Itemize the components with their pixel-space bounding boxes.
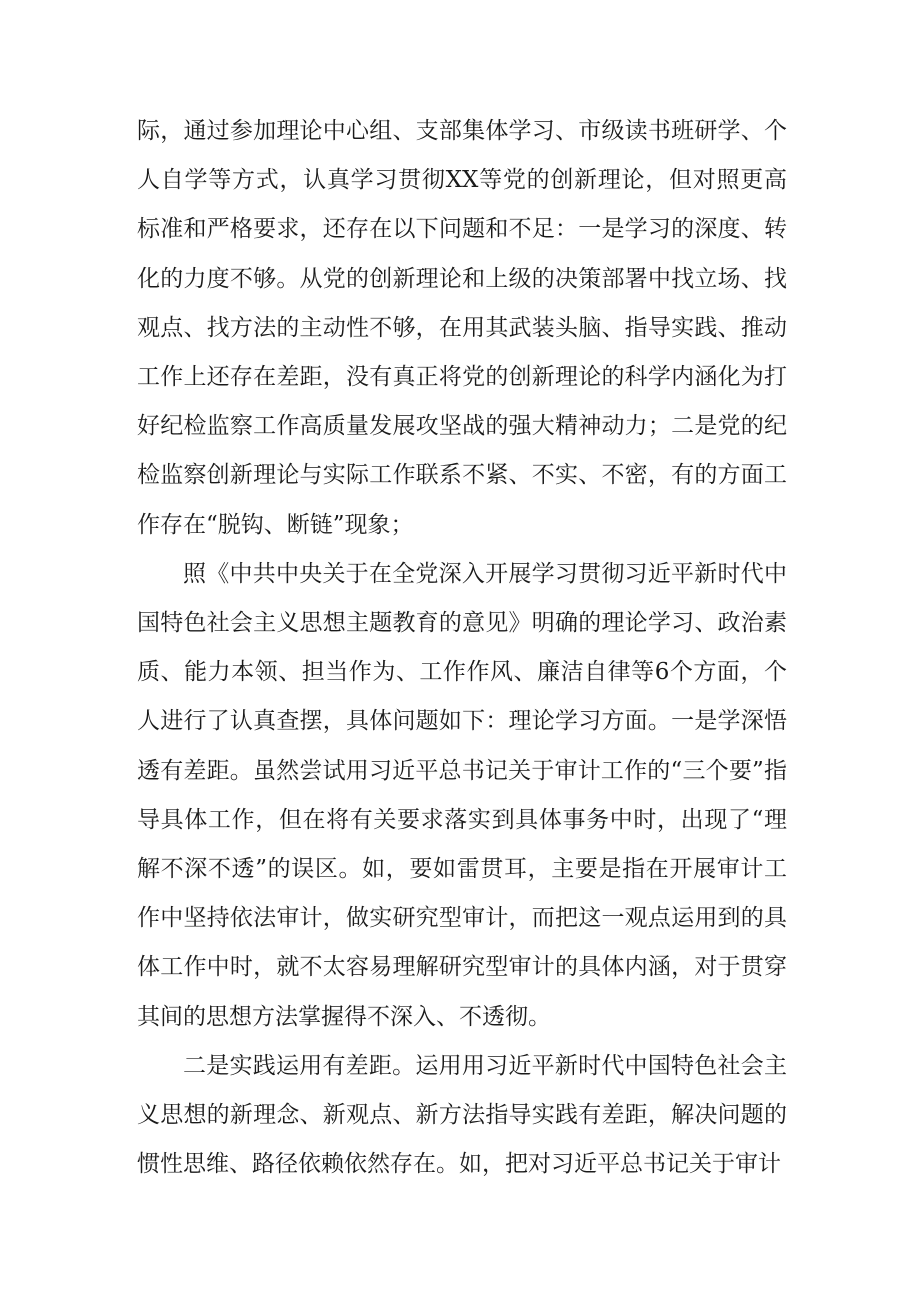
paragraph-3: 二是实践运用有差距。运用用习近平新时代中国特色社会主义思想的新理念、新观点、新方法指导实践有差距，解决问题的惯性思维、路径依赖依然存在。如，把对习近平总书记关于审计 bbox=[137, 1052, 787, 1178]
paragraph-2: 照《中共中央关于在全党深入开展学习贯彻习近平新时代中国特色社会主义思想主题教育的意见》明确的理论学习、政治素质、能力本领、担当作为、工作作风、廉洁自律等6个方面，个人进行了认真查摆，具体问题如下：理论学习方面。一是学深悟透有差距。虽然尝试用习近平总书记关于审计工作的“三个要”指导具体工作，但在将有关要求落实到具体事务中时，出现了“理解不深不透”的误区。如，要如雷贯耳，主要是指在开展审计工作中坚持依法审计，做实研究型审计，而把这一观点运用到的具体工作中时，就不太容易理解研究型审计的具体内涵，对于贯穿其间的思想方法掌握得不深入、不透彻。 bbox=[137, 560, 787, 1030]
document-body bbox=[137, 107, 787, 1189]
paragraph-1: 际，通过参加理论中心组、支部集体学习、市级读书班研学、个人自学等方式，认真学习贯彻XX等党的创新理论，但对照更高标准和严格要求，还存在以下问题和不足：一是学习的深度、转化的力度不够。从党的创新理论和上级的决策部署中找立场、找观点、找方法的主动性不够，在用其武装头脑、指导实践、推动工作上还存在差距，没有真正将党的创新理论的科学内涵化为打好纪检监察工作高质量发展攻坚战的强大精神动力；二是党的纪检监察创新理论与实际工作联系不紧、不实、不密，有的方面工作存在“脱钩、断链”现象； bbox=[137, 118, 787, 538]
